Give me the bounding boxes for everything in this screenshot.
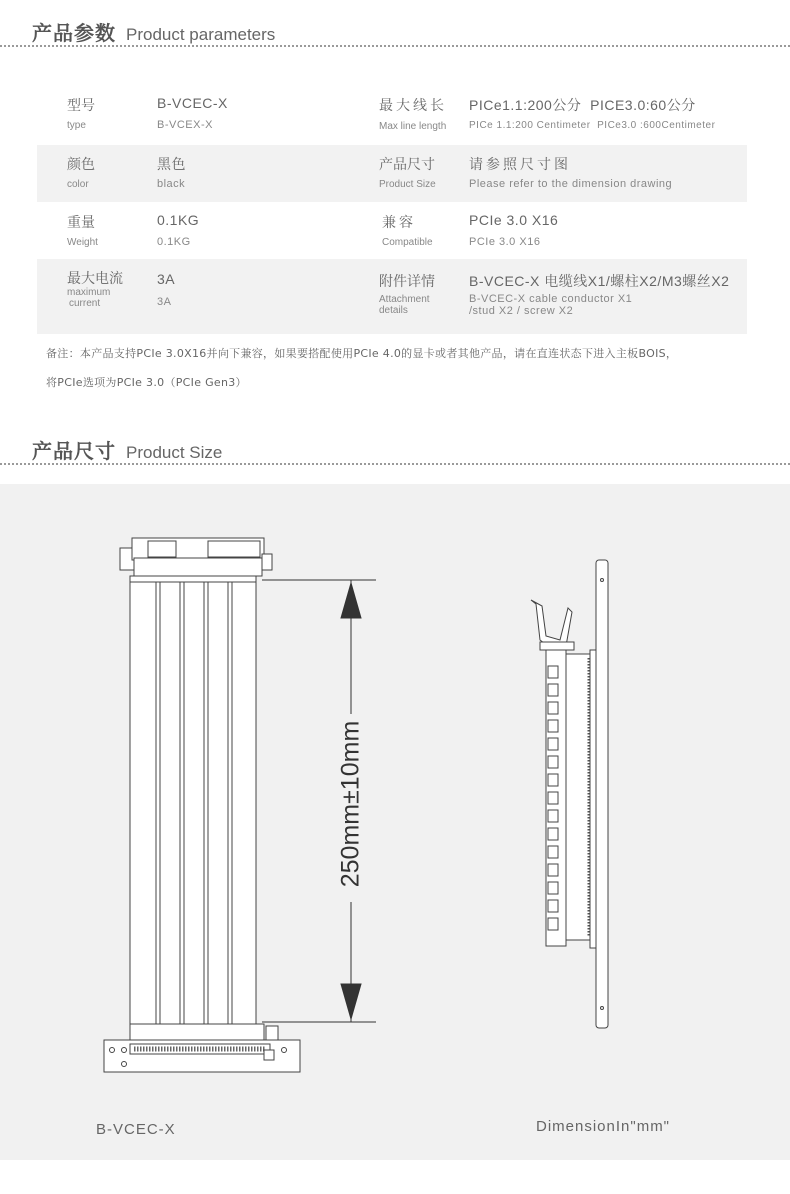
- params-table: [37, 88, 747, 334]
- param-label-cn: 型号: [67, 98, 95, 114]
- param-value: PCIe 3.0 X16: [469, 212, 559, 228]
- param-value-sub: B-VCEC-X cable conductor X1: [469, 293, 633, 305]
- param-value-sub: PCIe 3.0 X16: [469, 236, 541, 248]
- param-row: [37, 202, 747, 259]
- riser-side-view: [531, 560, 608, 1028]
- divider: [0, 45, 790, 47]
- param-label-en: type: [67, 120, 86, 131]
- note-line: 备注：本产品支持PCIe 3.0X16并向下兼容，如果要搭配使用PCIe 4.0的显卡或者其他产品，请在直连状态下进入主板BOIS，: [46, 347, 678, 360]
- size-title-en: Product Size: [126, 443, 223, 462]
- riser-top-connector: [120, 538, 272, 576]
- param-label-en: current: [69, 298, 101, 309]
- param-value: 0.1KG: [157, 212, 200, 228]
- param-label-cn: 兼容: [382, 215, 416, 231]
- param-row: [37, 259, 747, 334]
- param-label-en: details: [379, 305, 408, 316]
- param-label-en: Attachment: [379, 294, 430, 305]
- param-value-sub: black: [157, 178, 186, 190]
- param-row: [37, 145, 747, 202]
- params-title-en: Product parameters: [126, 25, 276, 44]
- param-label-en: Weight: [67, 237, 98, 248]
- param-label-cn: 颜色: [67, 157, 95, 173]
- param-value-sub: 3A: [157, 296, 172, 308]
- param-value: 请参照尺寸图: [469, 156, 571, 172]
- param-label-cn: 最大线长: [379, 98, 447, 114]
- model-label: B-VCEC-X: [96, 1121, 176, 1138]
- params-title-cn: 产品参数: [32, 21, 116, 45]
- dimension-drawing: [0, 484, 790, 1160]
- dimension-drawing-panel: [0, 484, 790, 1160]
- param-label-en: Compatible: [382, 237, 433, 248]
- param-value: PICe1.1:200公分 PICE3.0:60公分: [469, 97, 696, 113]
- dimension-text: 250mm±10mm: [336, 720, 365, 888]
- param-value-sub: B-VCEX-X: [157, 119, 213, 131]
- param-label-cn: 最大电流: [67, 271, 123, 287]
- param-label-en: Max line length: [379, 121, 447, 132]
- riser-cable: [130, 576, 256, 1024]
- unit-label: DimensionIn"mm": [536, 1118, 671, 1135]
- divider: [0, 463, 790, 465]
- params-section-title: [32, 6, 275, 46]
- size-title-cn: 产品尺寸: [32, 439, 116, 463]
- note-line: 将PCIe选项为PCIe 3.0（PCIe Gen3）: [46, 376, 247, 389]
- param-value-sub: 0.1KG: [157, 236, 191, 248]
- param-value: 黑色: [157, 156, 186, 172]
- param-value: 3A: [157, 271, 176, 287]
- param-value-sub: /stud X2 / screw X2: [469, 305, 574, 317]
- param-label-en: Product Size: [379, 179, 436, 190]
- param-row: [37, 88, 747, 145]
- param-value: B-VCEC-X: [157, 95, 228, 111]
- param-label-cn: 附件详情: [379, 274, 435, 290]
- param-value-sub: PICe 1.1:200 Centimeter PICe3.0 :600Centimeter: [469, 120, 716, 131]
- size-section-title: [32, 424, 222, 464]
- param-label-en: maximum: [67, 287, 111, 298]
- riser-bottom-slot: [104, 1024, 300, 1072]
- param-label-en: color: [67, 179, 89, 190]
- param-value-sub: Please refer to the dimension drawing: [469, 178, 673, 190]
- param-label-cn: 重量: [67, 215, 95, 231]
- param-value: B-VCEC-X 电缆线X1/螺柱X2/M3螺丝X2: [469, 273, 730, 289]
- param-label-cn: 产品尺寸: [379, 157, 435, 173]
